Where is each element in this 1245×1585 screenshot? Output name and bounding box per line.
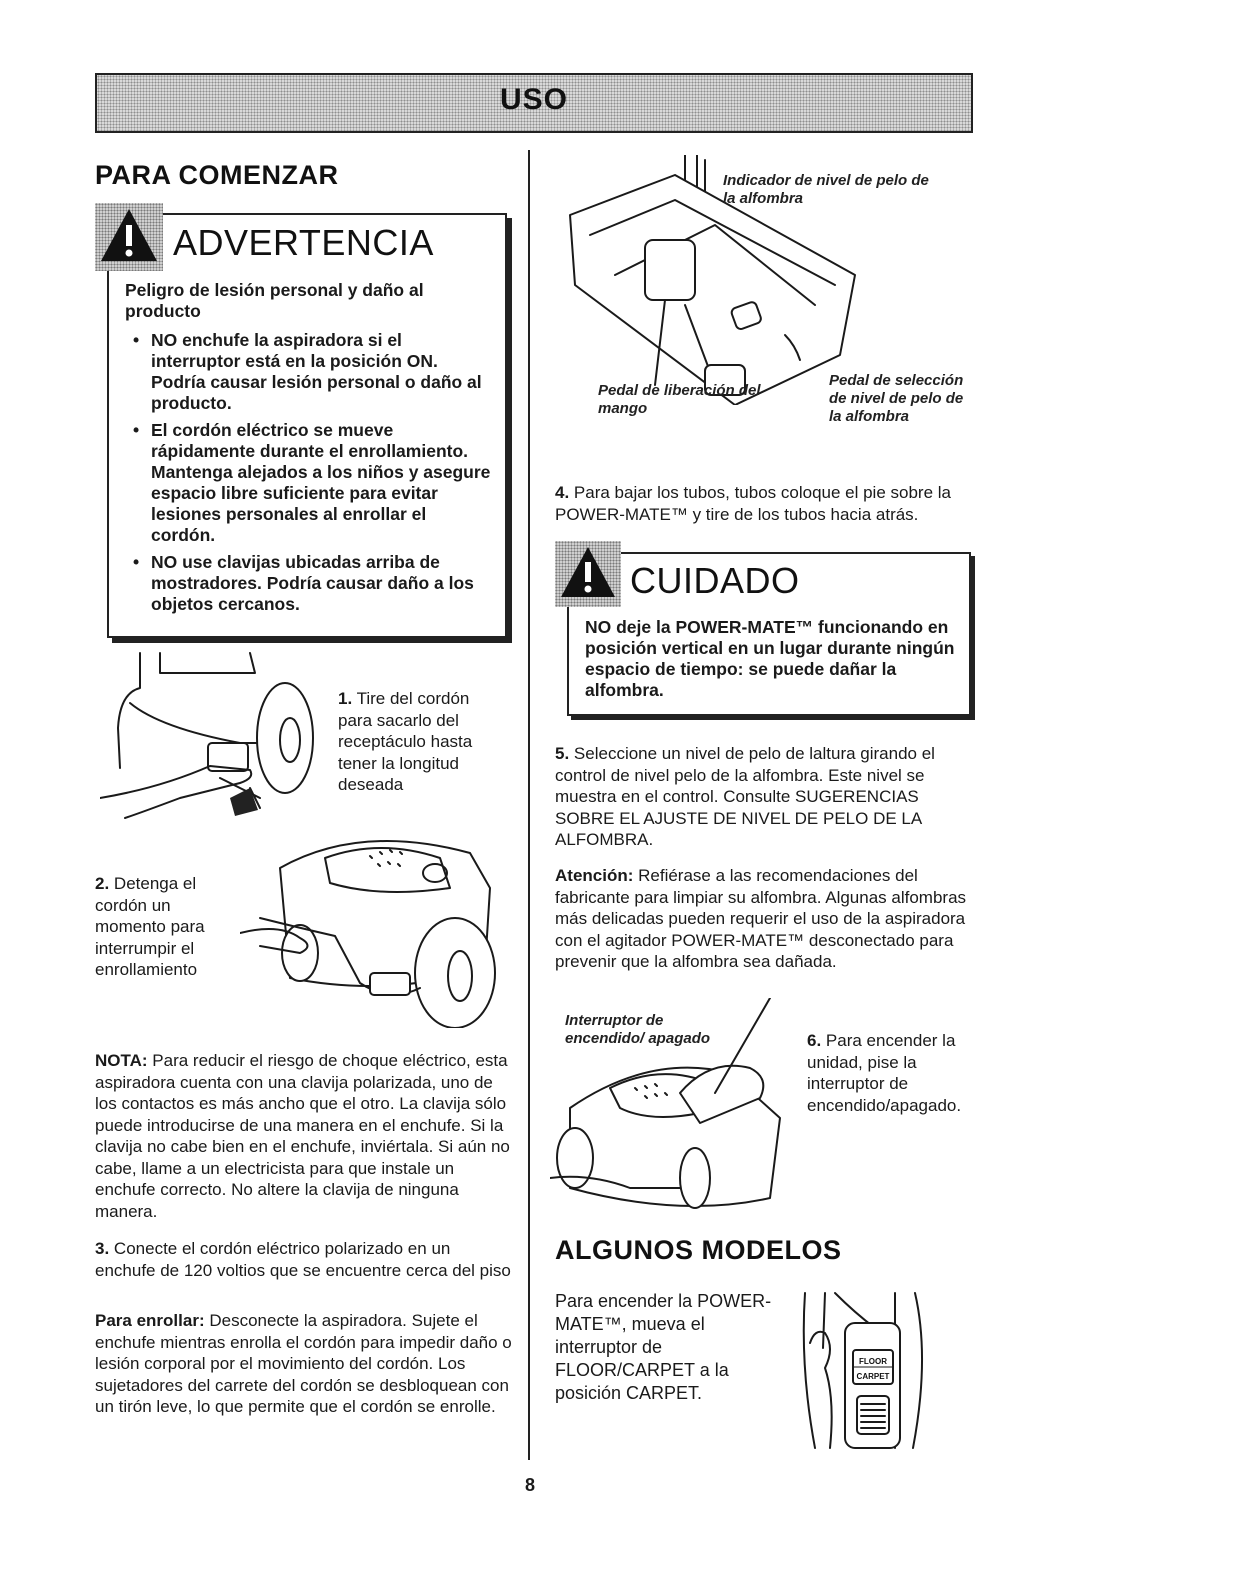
column-divider — [528, 150, 530, 1460]
note-text: Para reducir el riesgo de choque eléctrico, esta aspiradora cuenta con una clavija polarizada, uno de los contactos es más ancho que el otro. La clavija sólo puede introducirse de una manera en el enchufe. Si la clavija no cabe bien en el enchufe, inviértala. Si aún no cabe, llame a un electricista para que instale un enchufe correcto. No altere la clavija de ninguna manera. — [95, 1051, 510, 1221]
models-text: Para encender la POWER-MATE™, mueva el interruptor de FLOOR/CARPET a la posición CARPET. — [555, 1291, 772, 1403]
section-header-band — [95, 73, 973, 133]
step-3-text: Conecte el cordón eléctrico polarizado en un enchufe de 120 voltios que se encuentre cerca del piso — [95, 1239, 511, 1280]
step-3-number: 3. — [95, 1239, 110, 1258]
rewind-label: Para enrollar: — [95, 1311, 205, 1330]
note-paragraph — [95, 1050, 515, 1222]
step-4-number: 4. — [555, 483, 570, 502]
warning-triangle-icon — [95, 203, 163, 271]
page-number: 8 — [524, 1475, 535, 1495]
warning-box — [107, 213, 507, 638]
caution-text: NO deje la POWER-MATE™ funcionando en posición vertical en un lugar durante ningún espacio de tiempo: se puede dañar la alfombra. — [585, 617, 955, 700]
step-6 — [807, 1030, 977, 1116]
section-title-para-comenzar: PARA COMENZAR — [95, 160, 339, 190]
step-1 — [338, 688, 488, 796]
note-label: NOTA: — [95, 1051, 148, 1070]
warning-bullet-list — [125, 330, 495, 615]
step-2-number: 2. — [95, 874, 110, 893]
attention-text: Refiérase a las recomendaciones del fabricante para limpiar su alfombra. Algunas alfombras más delicadas pueden requerir el uso de la aspiradora con el agitador POWER-MATE™ desconectado para prevenir que la alfombra sea dañada. — [555, 866, 967, 971]
step-4 — [555, 482, 975, 525]
rewind-text: Desconecte la aspiradora. Sujete el enchufe mientras enrolla el cordón para impedir daño o lesión corporal por el movimiento del cordón. Los sujetadores del carrete del cordón se desbloquean con un tirón leve, lo que permite que el cordón se enrolle. — [95, 1311, 512, 1416]
warning-intro: Peligro de lesión personal y daño al producto — [125, 280, 424, 321]
cord-pull-illustration — [100, 648, 330, 828]
warning-icon-background — [95, 203, 163, 271]
floor-carpet-switch-illustration — [795, 1288, 945, 1453]
cord-stop-illustration — [240, 828, 515, 1028]
rewind-paragraph — [95, 1310, 515, 1418]
caution-icon-background — [555, 541, 621, 607]
step-6-text: Para encender la unidad, pise la interruptor de encendido/apagado. — [807, 1031, 962, 1115]
warning-bullet: • El cordón eléctrico se mueve rápidamente durante el enrollamiento. Mantenga alejados a los niños y asegure espacio libre suficiente para evitar lesiones personales al enrollar el cordón. — [125, 420, 495, 546]
step-3 — [95, 1238, 515, 1281]
step-2 — [95, 873, 245, 981]
warning-title: ADVERTENCIA — [173, 222, 434, 263]
figure-label-power-switch: Interruptor de encendido/ apagado — [565, 1012, 711, 1047]
step-5-text: Seleccione un nivel de pelo de laltura girando el control de nivel pelo de la alfombra. Este nivel se muestra en el control. Consulte SUGERENCIAS SOBRE EL AJUSTE DE NIVEL DE PELO DE LA ALFOMBRA. — [555, 744, 935, 849]
figure-label-carpet-height-selector-pedal: Pedal de selección de nivel de pelo de la alfombra — [829, 372, 964, 425]
figure-label-handle-release-pedal: Pedal de liberación del mango — [598, 382, 761, 417]
step-5-number: 5. — [555, 744, 570, 763]
caution-triangle-icon — [555, 541, 621, 607]
switch-carpet-label: CARPET — [856, 1372, 890, 1381]
step-5 — [555, 743, 975, 851]
caution-title: CUIDADO — [630, 560, 800, 601]
step-1-text: Tire del cordón para sacarlo del receptáculo hasta tener la longitud deseada — [338, 689, 473, 794]
warning-bullet: • NO enchufe la aspiradora si el interruptor está en la posición ON. Podría causar lesión personal o daño al producto. — [125, 330, 495, 414]
step-2-text: Detenga el cordón un momento para interrumpir el enrollamiento — [95, 874, 205, 979]
section-title-algunos-modelos: ALGUNOS MODELOS — [555, 1235, 842, 1265]
step-4-text: Para bajar los tubos, tubos coloque el pie sobre la POWER-MATE™ y tire de los tubos hacia atrás. — [555, 483, 951, 524]
section-header-title: USO — [499, 83, 568, 116]
attention-paragraph — [555, 865, 975, 973]
warning-body — [125, 280, 495, 621]
switch-floor-label: FLOOR — [859, 1357, 887, 1366]
figure-label-carpet-height-indicator: Indicador de nivel de pelo de la alfombra — [723, 172, 929, 207]
step-6-number: 6. — [807, 1031, 822, 1050]
attention-label: Atención: — [555, 866, 634, 885]
step-1-number: 1. — [338, 689, 353, 708]
warning-bullet: • NO use clavijas ubicadas arriba de mostradores. Podría causar daño a los objetos cercanos. — [125, 552, 495, 615]
